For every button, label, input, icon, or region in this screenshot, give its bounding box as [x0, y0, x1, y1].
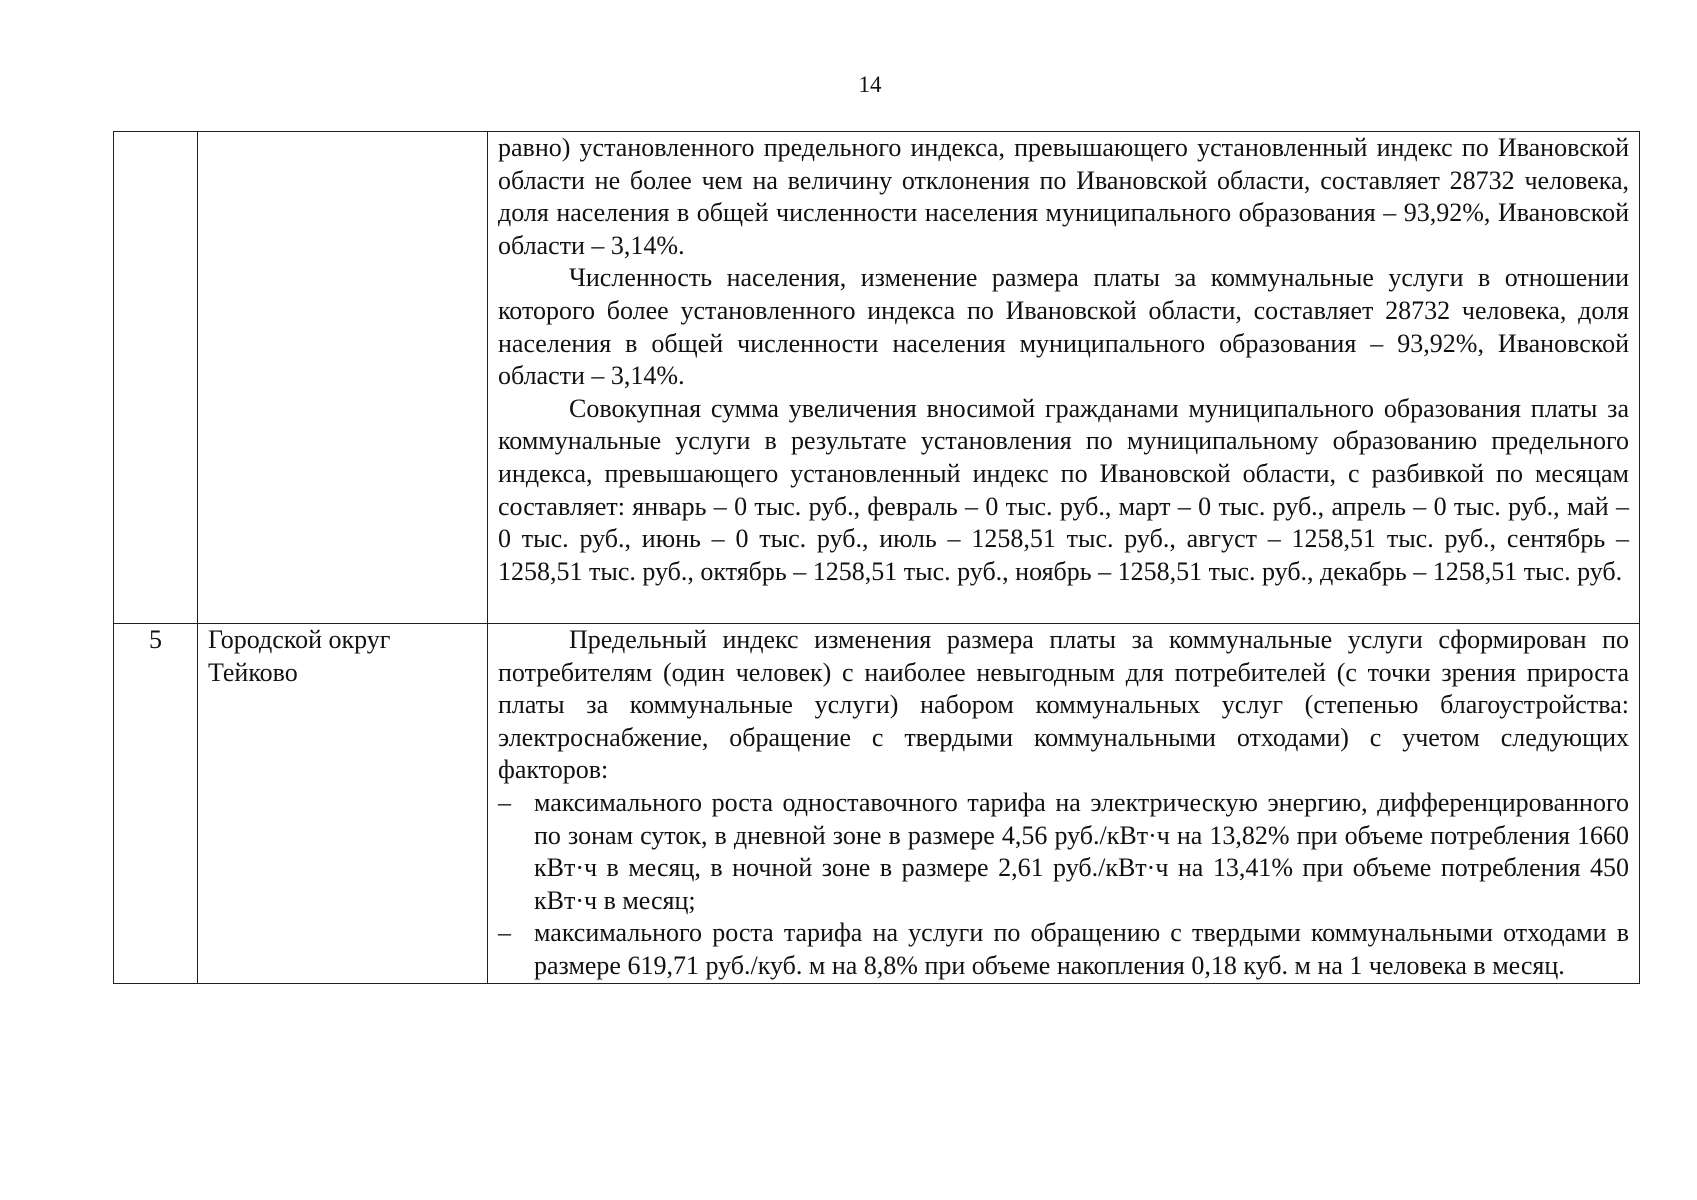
dash-marker: – [498, 918, 511, 948]
list-item [498, 787, 1629, 917]
document-table [113, 131, 1640, 984]
row-number-cell [114, 132, 198, 624]
list-item [498, 917, 1629, 982]
table-row [114, 132, 1640, 624]
factor-list [498, 787, 1629, 983]
dash-marker: – [498, 787, 511, 817]
paragraph: равно) установленного предельного индекса, превышающего установленный индекс по Ивановской области не более чем на величину отклонения по Ивановской области, составляет 28732 человека, доля населения в общей численности населения муниципального образования – 93,92%, Ивановской области – 3,14%. [498, 133, 1629, 260]
paragraph: Численность населения, изменение размера платы за коммунальные услуги в отношении которого более установленного индекса по Ивановской области, составляет 28732 человека, доля населения в общей численности населения муниципального образования – 93,92%, Ивановской области – 3,14%. [498, 263, 1629, 391]
list-item-text: максимального роста тарифа на услуги по обращению с твердыми коммунальными отходами в размере 619,71 руб./куб. м на 8,8% при объеме накопления 0,18 куб. м на 1 человека в месяц. [534, 918, 1629, 980]
table-row [114, 624, 1640, 984]
description-cell [488, 132, 1640, 624]
municipality-name-cell: Городской округ Тейково [198, 624, 488, 984]
paragraph: Совокупная сумма увеличения вносимой гражданами муниципального образования платы за коммунальные услуги в результате установления по муниципальному образованию предельного индекса, превышающего установленный индекс по Ивановской области, с разбивкой по месяцам составляет: январь – 0 тыс. руб., февраль – 0 тыс. руб., март – 0 тыс. руб., апрель – 0 тыс. руб., май – 0 тыс. руб., июнь – 0 тыс. руб., июль – 1258,51 тыс. руб., август – 1258,51 тыс. руб., сентябрь – 1258,51 тыс. руб., октябрь – 1258,51 тыс. руб., ноябрь – 1258,51 тыс. руб., декабрь – 1258,51 тыс. руб. [498, 393, 1629, 586]
municipality-name-cell [198, 132, 488, 624]
page-number: 14 [858, 72, 882, 97]
row-number-cell: 5 [114, 624, 198, 984]
list-item-text: максимального роста одноставочного тарифа на электрическую энергию, дифференцированного по зонам суток, в дневной зоне в размере 4,56 руб./кВт·ч на 13,82% при объеме потребления 1660 кВт·ч в месяц, в ночной зоне в размере 2,61 руб./кВт·ч на 13,41% при объеме потребления 450 кВт·ч в месяц; [534, 787, 1629, 915]
paragraph: Предельный индекс изменения размера платы за коммунальные услуги сформирован по потребителям (один человек) с наиболее невыгодным для потребителей (с точки зрения прироста платы за коммунальные услуги) набором коммунальных услуг (степенью благоустройства: электроснабжение, обращение с твердыми коммунальными отходами) с учетом следующих факторов: [498, 625, 1629, 785]
description-cell [488, 624, 1640, 984]
